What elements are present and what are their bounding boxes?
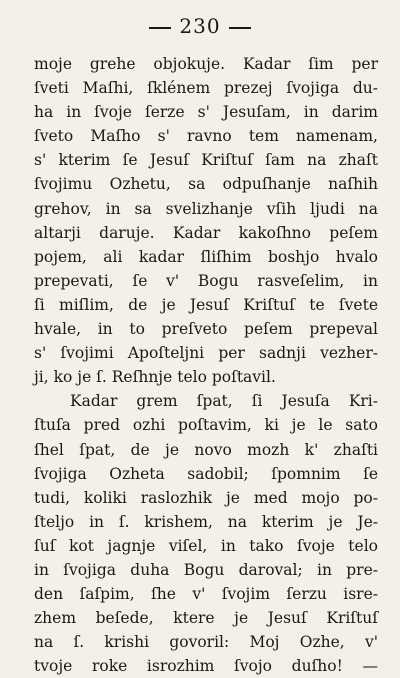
- text-line: pojem, ali kadar ſliſhim boshjo hvalo: [34, 247, 378, 266]
- text-line: na ſ. krishi govoril: Moj Ozhe, v': [34, 633, 378, 652]
- text-line: in ſvojiga duha Bogu daroval; in pre-: [34, 560, 378, 579]
- text-line: altarji daruje. Kadar kakoſhno peſem: [34, 223, 378, 242]
- text-line: hvale, in to preſveto peſem prepeval: [34, 320, 378, 339]
- page-header: [0, 14, 400, 38]
- body-text: [34, 52, 378, 678]
- text-line: ſhel ſpat, de je novo mozh k' zhaſti: [34, 440, 378, 459]
- text-line: tudi, koliki raslozhik je med mojo po-: [34, 488, 378, 507]
- text-line: ſteljo in ſ. krishem, na kterim je Je-: [34, 512, 378, 531]
- text-line: zhem beſede, ktere je Jesuſ Kriſtuſ: [34, 609, 378, 628]
- text-line: ſveti Maſhi, ſklénem prezej ſvojiga du-: [34, 79, 378, 98]
- text-line: tvoje roke isrozhim ſvojo duſho! —: [34, 657, 378, 676]
- header-dash-right: [229, 27, 251, 29]
- text-line: Kadar grem ſpat, ſi Jesuſa Kri-: [70, 392, 378, 411]
- text-line: den ſaſpim, ſhe v' ſvojim ſerzu isre-: [34, 585, 378, 604]
- text-line: ſuſ kot jagnje viſel, in tako ſvoje telo: [34, 536, 378, 555]
- text-line: ſvojiga Ozheta sadobil; ſpomnim ſe: [34, 464, 378, 483]
- text-line: ſvojimu Ozhetu, sa odpuſhanje naſhih: [34, 175, 378, 194]
- text-line: ſi miſlim, de je Jesuſ Kriſtuſ te ſvete: [34, 295, 378, 314]
- text-line: grehov, in sa svelizhanje vſih ljudi na: [34, 199, 378, 218]
- text-line: prepevati, ſe v' Bogu rasveſelim, in: [34, 271, 378, 290]
- text-line: s' ſvojimi Apoſteljni per sadnji vezher-: [34, 344, 378, 363]
- text-line: ji, ko je ſ. Reſhnje telo poſtavil.: [34, 368, 276, 387]
- header-dash-left: [149, 27, 171, 29]
- page-number: 230: [179, 14, 221, 38]
- text-line: s' kterim ſe Jesuſ Kriſtuſ ſam na zhaſt: [34, 151, 378, 170]
- text-line: ha in ſvoje ſerze s' Jesuſam, in darim: [34, 103, 378, 122]
- text-line: ſtuſa pred ozhi poſtavim, ki je le sato: [34, 416, 378, 435]
- text-line: moje grehe objokuje. Kadar ſim per: [34, 55, 378, 73]
- text-line: ſveto Maſho s' ravno tem namenam,: [34, 127, 378, 146]
